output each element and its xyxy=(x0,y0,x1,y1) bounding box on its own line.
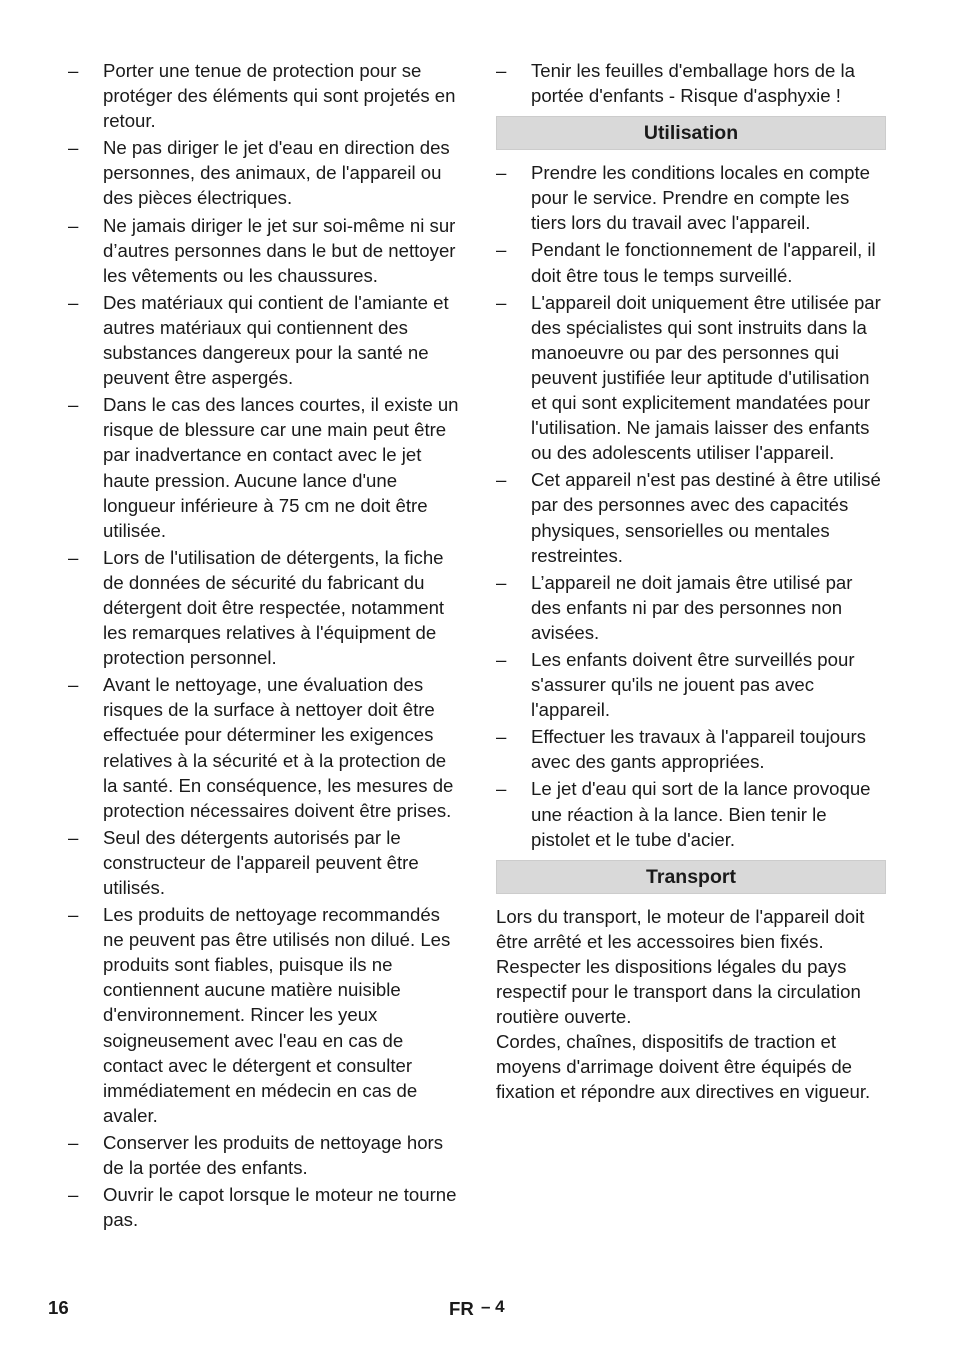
transport-paragraph: Respecter les dispositions légales du pays respectif pour le transport dans la circulation routière ouverte. xyxy=(496,955,861,1028)
transport-paragraph: Cordes, chaînes, dispositifs de traction et moyens d'arrimage doivent être équipés de fixation et répondre aux directives en vigueur. xyxy=(496,1031,871,1103)
list-item: – Le jet d'eau qui sort de la lance provoque une réaction à la lance. Bien tenir le pistolet et le tube d'acier. xyxy=(496,776,886,851)
footer-language-marker xyxy=(449,1297,505,1320)
list-item: – Des matériaux qui contient de l'amiante et autres matériaux qui contiennent des substances dangereux pour la santé ne peuvent être aspergés. xyxy=(68,290,460,390)
list-item: – L'appareil doit uniquement être utilisée par des spécialistes qui sont instruits dans la manoeuvre ou par des personnes qui peuvent justifiée leur aptitude d'utilisation et qui sont explicitement mandatées pour l'utilisation. Ne jamais laisser des enfants ou des adolescents utiliser l'appareil. xyxy=(496,290,886,466)
left-column xyxy=(68,58,460,1234)
list-item: – Cet appareil n'est pas destiné à être utilisé par des personnes avec des capacités physiques, sensorielles ou mentales restreintes. xyxy=(496,467,886,567)
list-item: – Ne pas diriger le jet d'eau en direction des personnes, des animaux, de l'appareil ou des pièces électriques. xyxy=(68,135,460,210)
list-item: – Prendre les conditions locales en compte pour le service. Prendre en compte les tiers lors du travail avec l'appareil. xyxy=(496,160,886,235)
language-code: FR xyxy=(449,1298,474,1319)
transport-paragraph: Lors du transport, le moteur de l'appareil doit être arrêté et les accessoires bien fixés. xyxy=(496,905,865,952)
section-page-number: – 4 xyxy=(480,1297,505,1316)
list-item: – Avant le nettoyage, une évaluation des risques de la surface à nettoyer doit être effectuée pour déterminer les exigences relatives à la sécurité et à la protection de la santé. En conséquence, les mesures de protection nécessaires doivent être prises. xyxy=(68,672,460,823)
list-item: – Les enfants doivent être surveillés pour s'assurer qu'ils ne jouent pas avec l'appareil. xyxy=(496,647,886,722)
transport-heading: Transport xyxy=(496,860,886,894)
right-top-bullet-list xyxy=(496,58,886,108)
list-item: – Effectuer les travaux à l'appareil toujours avec des gants appropriées. xyxy=(496,724,886,774)
list-item: – Conserver les produits de nettoyage hors de la portée des enfants. xyxy=(68,1130,460,1180)
left-bullet-list xyxy=(68,58,460,1232)
utilisation-heading: Utilisation xyxy=(496,116,886,150)
list-item: – Lors de l'utilisation de détergents, la fiche de données de sécurité du fabricant du détergent doit être respectée, notamment les remarques relatives à l'équipment de protection personnel. xyxy=(68,545,460,670)
right-column xyxy=(496,58,886,1104)
list-item: – Porter une tenue de protection pour se protéger des éléments qui sont projetés en retour. xyxy=(68,58,460,133)
list-item: – L’appareil ne doit jamais être utilisé par des enfants ni par des personnes non avisées. xyxy=(496,570,886,645)
list-item: – Ne jamais diriger le jet sur soi-même ni sur d’autres personnes dans le but de nettoyer les vêtements ou les chaussures. xyxy=(68,213,460,288)
list-item: – Tenir les feuilles d'emballage hors de la portée d'enfants - Risque d'asphyxie ! xyxy=(496,58,886,108)
list-item: – Pendant le fonctionnement de l'appareil, il doit être tous le temps surveillé. xyxy=(496,237,886,287)
list-item: – Ouvrir le capot lorsque le moteur ne tourne pas. xyxy=(68,1182,460,1232)
utilisation-bullet-list xyxy=(496,160,886,852)
list-item: – Seul des détergents autorisés par le constructeur de l'appareil peuvent être utilisés. xyxy=(68,825,460,900)
list-item: – Dans le cas des lances courtes, il existe un risque de blessure car une main peut être par inadvertance en contact avec le jet haute pression. Aucune lance d'une longueur inférieure à 75 cm ne doit être utilisée. xyxy=(68,392,460,543)
list-item: – Les produits de nettoyage recommandés ne peuvent pas être utilisés non dilué. Les produits sont fiables, puisque ils ne contiennent aucune matière nuisible d'environnement. Rincer les yeux soigneusement avec l'eau en cas de contact avec le détergent et consulter immédiatement en médecin en cas de avaler. xyxy=(68,902,460,1128)
page-number: 16 xyxy=(48,1297,69,1318)
